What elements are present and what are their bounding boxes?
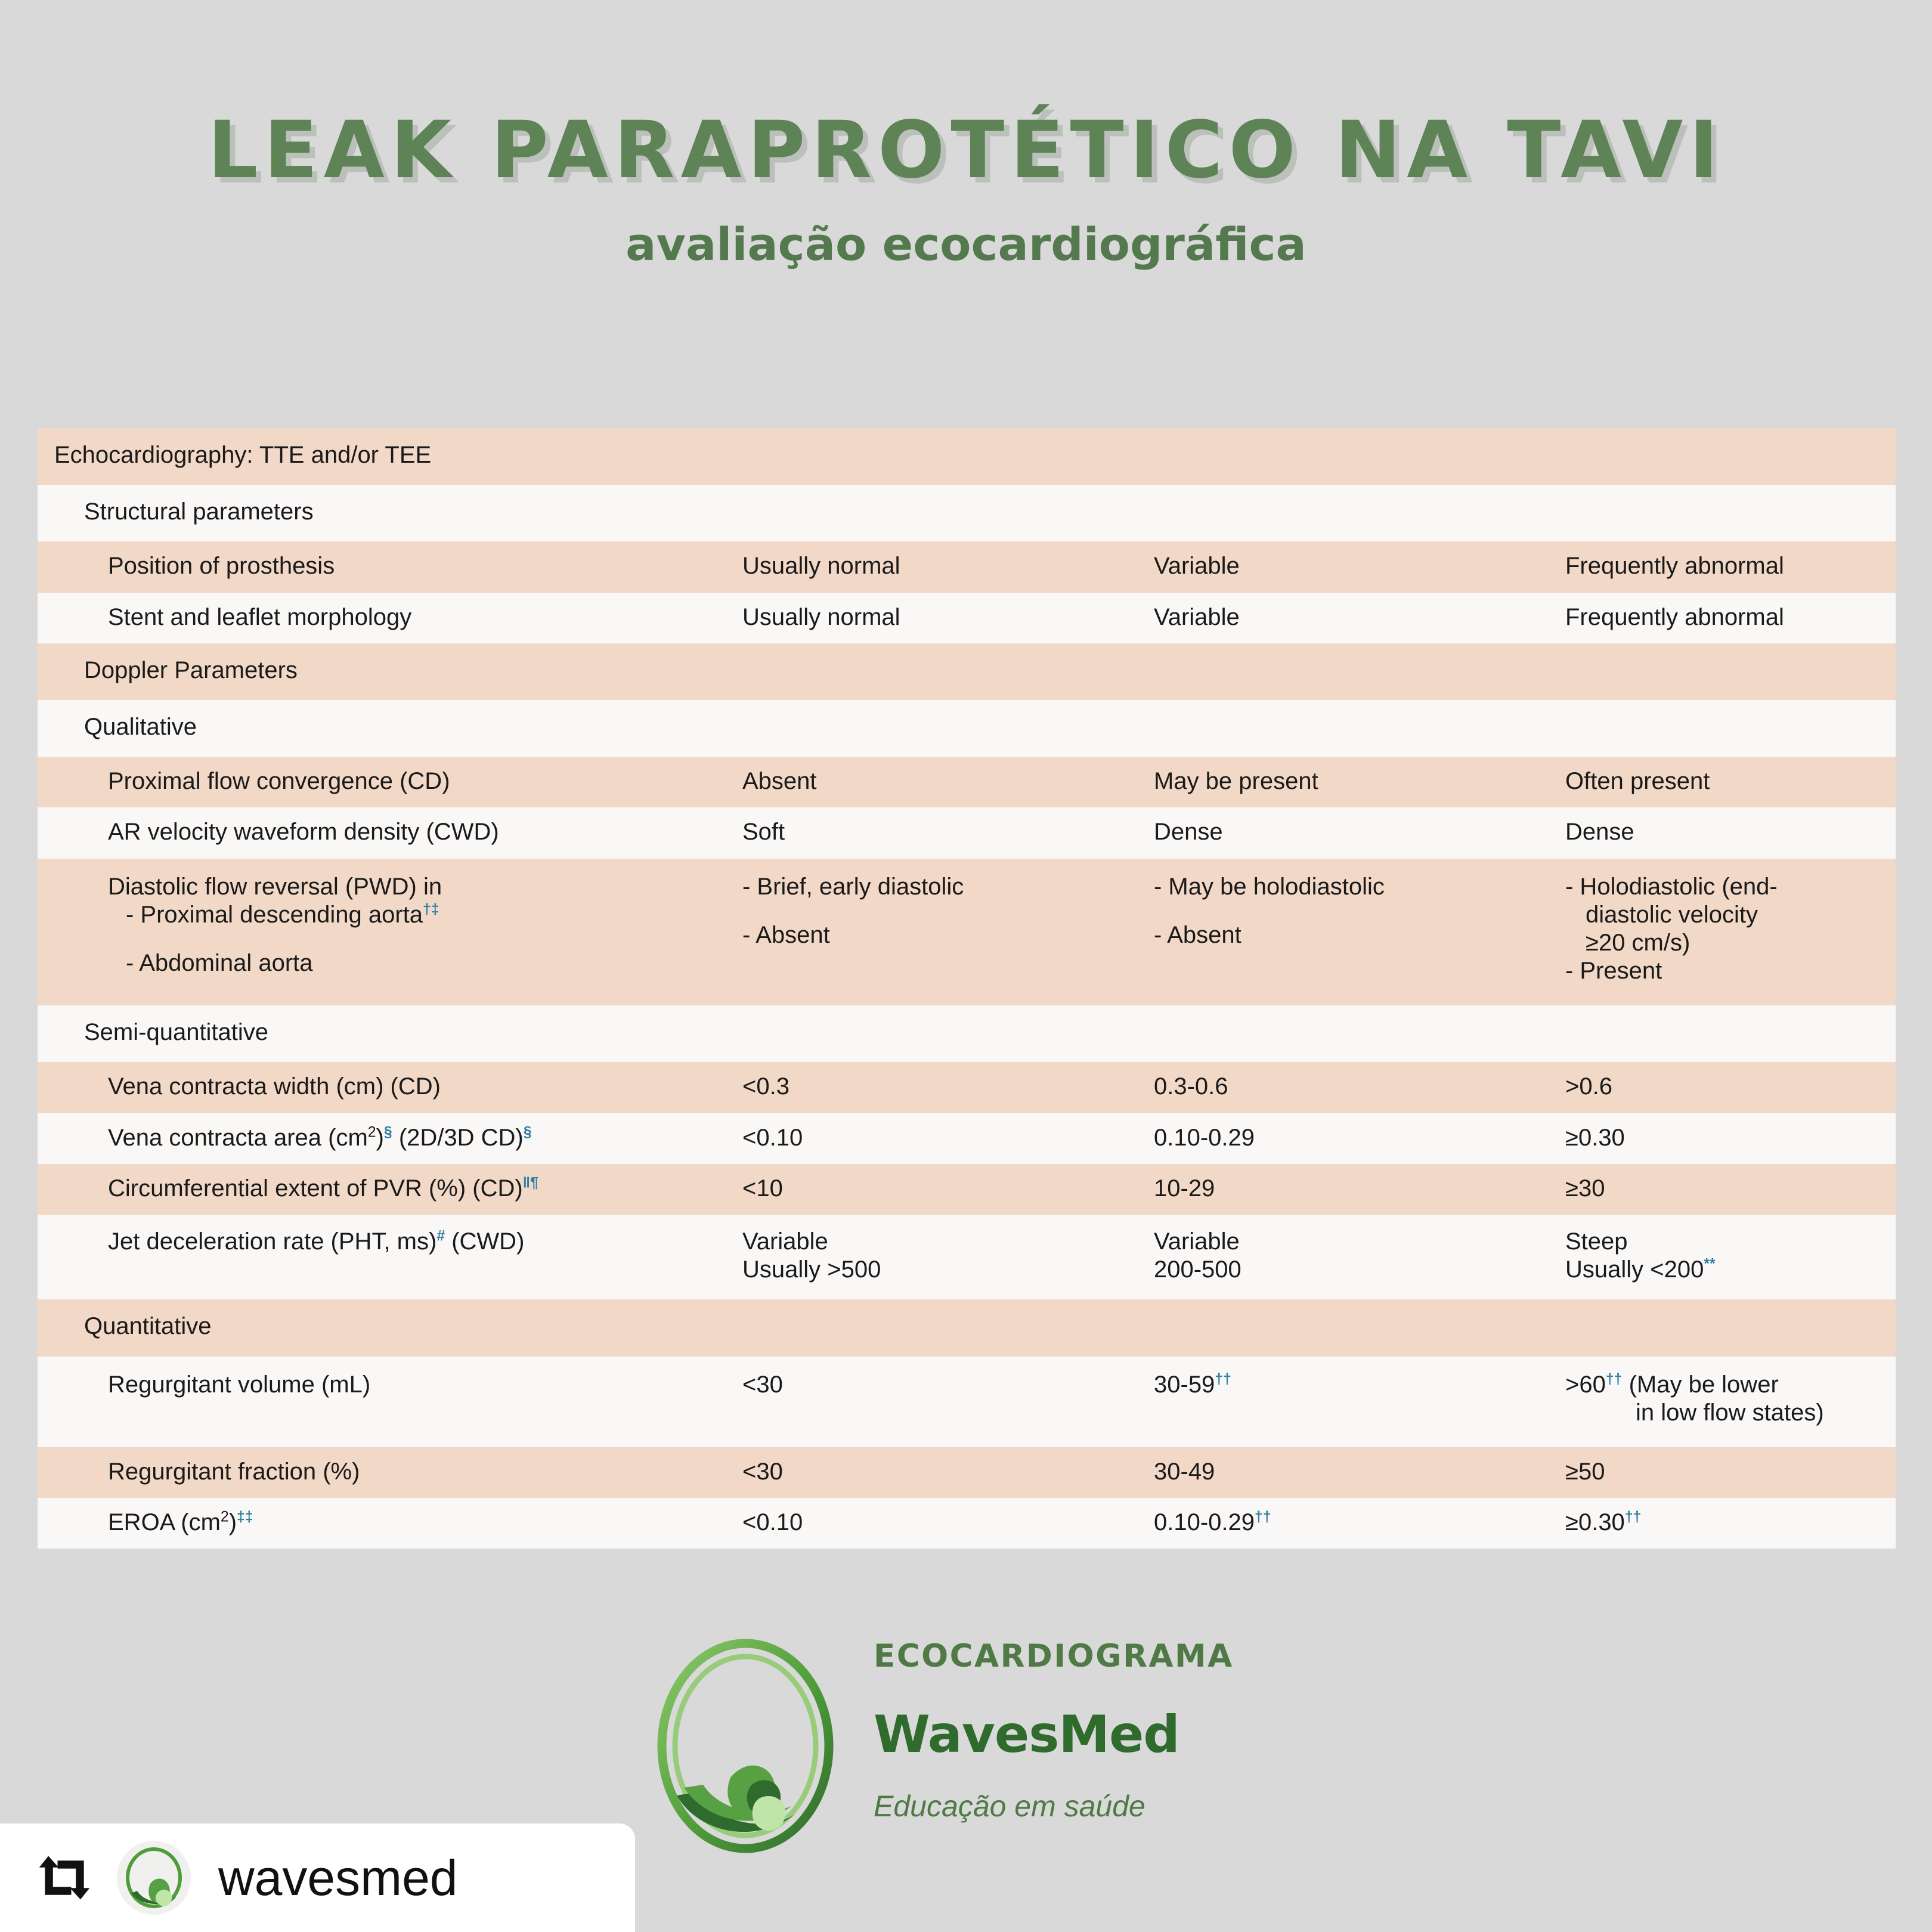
table-cell-value-2: <10	[742, 1175, 783, 1202]
table-cell-value-2	[742, 428, 1154, 457]
table-cell-value-4	[1565, 700, 1932, 729]
table-cell-value-2: Variable Usually >500	[742, 1228, 881, 1283]
table-cell-value-3	[1154, 485, 1565, 513]
table-cell-value-4	[1565, 1005, 1932, 1034]
table-row	[38, 859, 1896, 1006]
table-section-row	[38, 485, 1896, 541]
table-row	[38, 1164, 1896, 1215]
table-cell-value-3	[1154, 1299, 1565, 1328]
table-row	[38, 593, 1896, 643]
table-row	[38, 1498, 1896, 1549]
table-row	[38, 1062, 1896, 1113]
table-cell-value-4: ≥0.30	[1565, 1124, 1625, 1151]
table-cell-value-4	[1565, 485, 1932, 513]
table-cell-value-3: May be present	[1154, 768, 1318, 795]
page-title: LEAK PARAPROTÉTICO NA TAVI	[208, 104, 1724, 196]
table-row	[38, 807, 1896, 858]
table-cell-value-3: Variable 200-500	[1154, 1228, 1241, 1283]
wavesmed-logo-icon	[641, 1636, 850, 1856]
table-section-row	[38, 428, 1896, 485]
table-cell-value-2: Soft	[742, 819, 785, 846]
table-cell-value-4: - Holodiastolic (end- diastolic velocity ≥20 cm/s) - Present	[1565, 873, 1778, 984]
table-cell-label: Semi-quantitative	[84, 1019, 269, 1046]
table-row	[38, 1215, 1896, 1299]
table-row	[38, 541, 1896, 592]
table-cell-value-4: ≥0.30††	[1565, 1509, 1642, 1536]
table-cell-label: Position of prosthesis	[108, 553, 335, 580]
table-cell-label: Qualitative	[84, 713, 197, 740]
table-cell-value-3: - May be holodiastolic - Absent	[1154, 873, 1385, 948]
table-cell-value-4	[1565, 1299, 1932, 1328]
table-cell-label: Echocardiography: TTE and/or TEE	[54, 442, 432, 468]
table-cell-value-2	[742, 700, 1154, 729]
table-cell-value-4: Often present	[1565, 768, 1710, 795]
table-cell-value-2: Usually normal	[742, 553, 900, 580]
table-cell-value-3: 30-49	[1154, 1458, 1215, 1485]
table-cell-label: Structural parameters	[84, 499, 314, 525]
table-cell-value-4: Frequently abnormal	[1565, 603, 1784, 630]
table-cell-label: Regurgitant volume (mL)	[108, 1371, 371, 1398]
table-cell-value-2: <0.10	[742, 1124, 803, 1151]
avatar	[117, 1841, 191, 1915]
brand-tagline: Educação em saúde	[874, 1789, 1145, 1823]
table-row	[38, 757, 1896, 807]
table-row	[38, 1447, 1896, 1498]
table-cell-label: Regurgitant fraction (%)	[108, 1458, 360, 1485]
brand-logo	[641, 1631, 1309, 1869]
table-cell-label: Jet deceleration rate (PHT, ms)# (CWD)	[108, 1228, 525, 1255]
table-cell-value-3: 0.10-0.29	[1154, 1124, 1255, 1151]
table-cell-value-3: 0.10-0.29††	[1154, 1509, 1271, 1536]
table-cell-value-2: <30	[742, 1371, 783, 1398]
table-cell-value-3: Variable	[1154, 603, 1240, 630]
table-cell-value-4: Steep Usually <200**	[1565, 1228, 1716, 1283]
table-cell-value-3: Variable	[1154, 553, 1240, 580]
table-cell-value-4	[1565, 643, 1932, 672]
table-cell-value-4: >0.6	[1565, 1073, 1612, 1100]
header-block	[0, 104, 1932, 271]
table-cell-value-4	[1565, 428, 1932, 457]
table-section-row	[38, 1299, 1896, 1356]
table-cell-value-3: Dense	[1154, 819, 1223, 846]
table-cell-value-3	[1154, 428, 1565, 457]
table-cell-label: AR velocity waveform density (CWD)	[108, 819, 499, 846]
repost-handle: wavesmed	[218, 1849, 458, 1906]
table-section-row	[38, 700, 1896, 757]
table-cell-label: Diastolic flow reversal (PWD) in - Proximal descending aorta†‡ - Abdominal aorta	[108, 873, 442, 976]
table-cell-label: Proximal flow convergence (CD)	[108, 768, 450, 795]
table-cell-value-2	[742, 1299, 1154, 1328]
table-cell-label: Stent and leaflet morphology	[108, 603, 412, 630]
table-cell-value-3	[1154, 700, 1565, 729]
repost-badge[interactable]	[0, 1823, 635, 1932]
echo-grading-table	[38, 428, 1896, 1549]
table-cell-value-4: Frequently abnormal	[1565, 553, 1784, 580]
table-row	[38, 1113, 1896, 1164]
table-cell-value-2: Absent	[742, 768, 817, 795]
table-cell-label: Doppler Parameters	[84, 657, 298, 683]
table-cell-value-2: <0.3	[742, 1073, 789, 1100]
table-cell-value-2	[742, 485, 1154, 513]
table-cell-label: Vena contracta area $(cm^2)^\S$ (2D/3D CD)§	[108, 1124, 532, 1151]
table-cell-value-2	[742, 643, 1154, 672]
table-cell-value-3	[1154, 643, 1565, 672]
table-cell-value-3: 10-29	[1154, 1175, 1215, 1202]
brand-name: WavesMed	[874, 1705, 1179, 1764]
table-cell-value-4: Dense	[1565, 819, 1634, 846]
table-cell-label: EROA $(cm^2)^{\ddagger\ddagger}$	[108, 1509, 253, 1536]
table-cell-value-2: Usually normal	[742, 603, 900, 630]
repost-icon	[36, 1849, 93, 1906]
table-row	[38, 1357, 1896, 1447]
table-cell-value-2: <30	[742, 1458, 783, 1485]
table-cell-label: Circumferential extent of PVR (%) (CD)‖¶	[108, 1175, 538, 1202]
table-cell-value-2: <0.10	[742, 1509, 803, 1536]
table-cell-value-3: 0.3-0.6	[1154, 1073, 1228, 1100]
page-subtitle: avaliação ecocardiográfica	[626, 218, 1306, 271]
table-cell-value-4: ≥30	[1565, 1175, 1605, 1202]
table-cell-value-4: ≥50	[1565, 1458, 1605, 1485]
table-cell-value-4: >60†† (May be lower in low flow states)	[1565, 1371, 1824, 1426]
table-cell-label: Vena contracta width (cm) (CD)	[108, 1073, 441, 1100]
table-cell-value-3: 30-59††	[1154, 1371, 1231, 1398]
table-cell-value-3	[1154, 1005, 1565, 1034]
table-section-row	[38, 1005, 1896, 1062]
brand-eyebrow: ECOCARDIOGRAMA	[874, 1638, 1234, 1674]
table-cell-label: Quantitative	[84, 1313, 212, 1340]
table-cell-value-2	[742, 1005, 1154, 1034]
table-cell-value-2: - Brief, early diastolic - Absent	[742, 873, 964, 948]
table-section-row	[38, 643, 1896, 700]
